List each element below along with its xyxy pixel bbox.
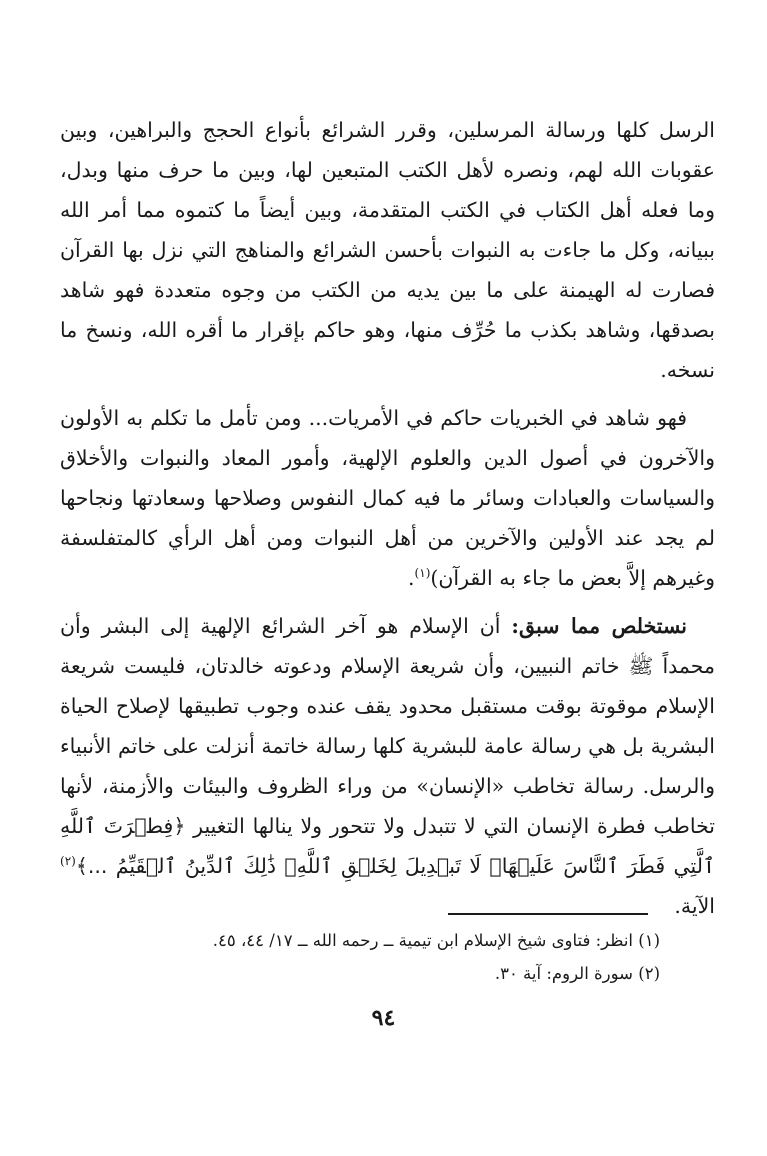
footnote-ref-1: (١) bbox=[414, 566, 431, 581]
footnote-2: (٢) سورة الروم: آية ٣٠. bbox=[494, 964, 660, 983]
paragraph-3-end: الآية. bbox=[674, 894, 715, 918]
paragraph-2-end: . bbox=[408, 566, 415, 590]
page-number: ٩٤ bbox=[371, 1005, 396, 1031]
paragraph-1-text: الرسل كلها ورسالة المرسلين، وقرر الشرائع بأنواع الحجج والبراهين، وبين عقوبات الله لهم، ونصره لأهل الكتب المتبعين لها، وبين ما حرف منها وبدل، وما فعله أهل الكتاب في الكتب المتقدمة، وبين أيضاً ما كتموه مما أمر الله ببيانه، وكل ما جاءت به النبوات بأحسن الشرائع والمناهج التي نزل بها القرآن فصارت له الهيمنة على ما بين يديه من الكتب من وجوه متعددة فهو شاهد بصدقها، وشاهد بكذب ما حُرِّف منها، وهو حاكم بإقرار ما أقره الله، ونسخ ما نسخه. bbox=[60, 118, 715, 382]
page-body bbox=[60, 110, 715, 926]
paragraph-3 bbox=[60, 606, 715, 926]
footnote-ref-2: (٢) bbox=[60, 854, 76, 869]
paragraph-3-text: أن الإسلام هو آخر الشرائع الإلهية إلى البشر وأن محمداً ﷺ خاتم النبيين، وأن شريعة الإسلام ودعوته خالدتان، فليست شريعة الإسلام موقوتة بوقت مستقبل محدود يقف عنده وجوب تطبيقها لإصلاح الحياة البشرية بل هي رسالة عامة للبشرية كلها رسالة خاتمة أنزلت على خاتم الأنبياء والرسل. رسالة تخاطب «الإنسان» من وراء الظروف والبيئات والأزمنة، لأنها تخاطب فطرة الإنسان التي لا تتبدل ولا تتحور ولا ينالها التغيير bbox=[60, 614, 716, 838]
paragraph-1 bbox=[60, 110, 715, 390]
paragraph-3-lead: نستخلص مما سبق: bbox=[511, 614, 687, 638]
quran-verse: ﴿فِطۡرَتَ ٱللَّهِ ٱلَّتِي فَطَرَ ٱلنَّاسَ عَلَيۡهَاۚ لَا تَبۡدِيلَ لِخَلۡقِ ٱللَّهِۚ ذَٰلِكَ ٱلدِّينُ ٱلۡقَيِّمُ ...﴾ bbox=[60, 814, 715, 878]
paragraph-2 bbox=[60, 398, 715, 598]
paragraph-2-text: فهو شاهد في الخبريات حاكم في الأمريات... ومن تأمل ما تكلم به الأولون والآخرون في أصول الدين والعلوم الإلهية، وأمور المعاد والنبوات والأخلاق والسياسات والعبادات وسائر ما فيه كمال النفوس وصلاحها وسعادتها ونجاحها لم يجد عند الأولين والآخرين من أهل النبوات ومن أهل الرأي كالمتفلسفة وغيرهم إلاَّ بعض ما جاء به القرآن) bbox=[60, 406, 715, 590]
footnote-1: (١) انظر: فتاوى شيخ الإسلام ابن تيمية ــ رحمه الله ــ ١٧/ ٤٤، ٤٥. bbox=[212, 931, 660, 950]
footnote-separator bbox=[448, 913, 648, 915]
footnotes bbox=[60, 924, 660, 990]
